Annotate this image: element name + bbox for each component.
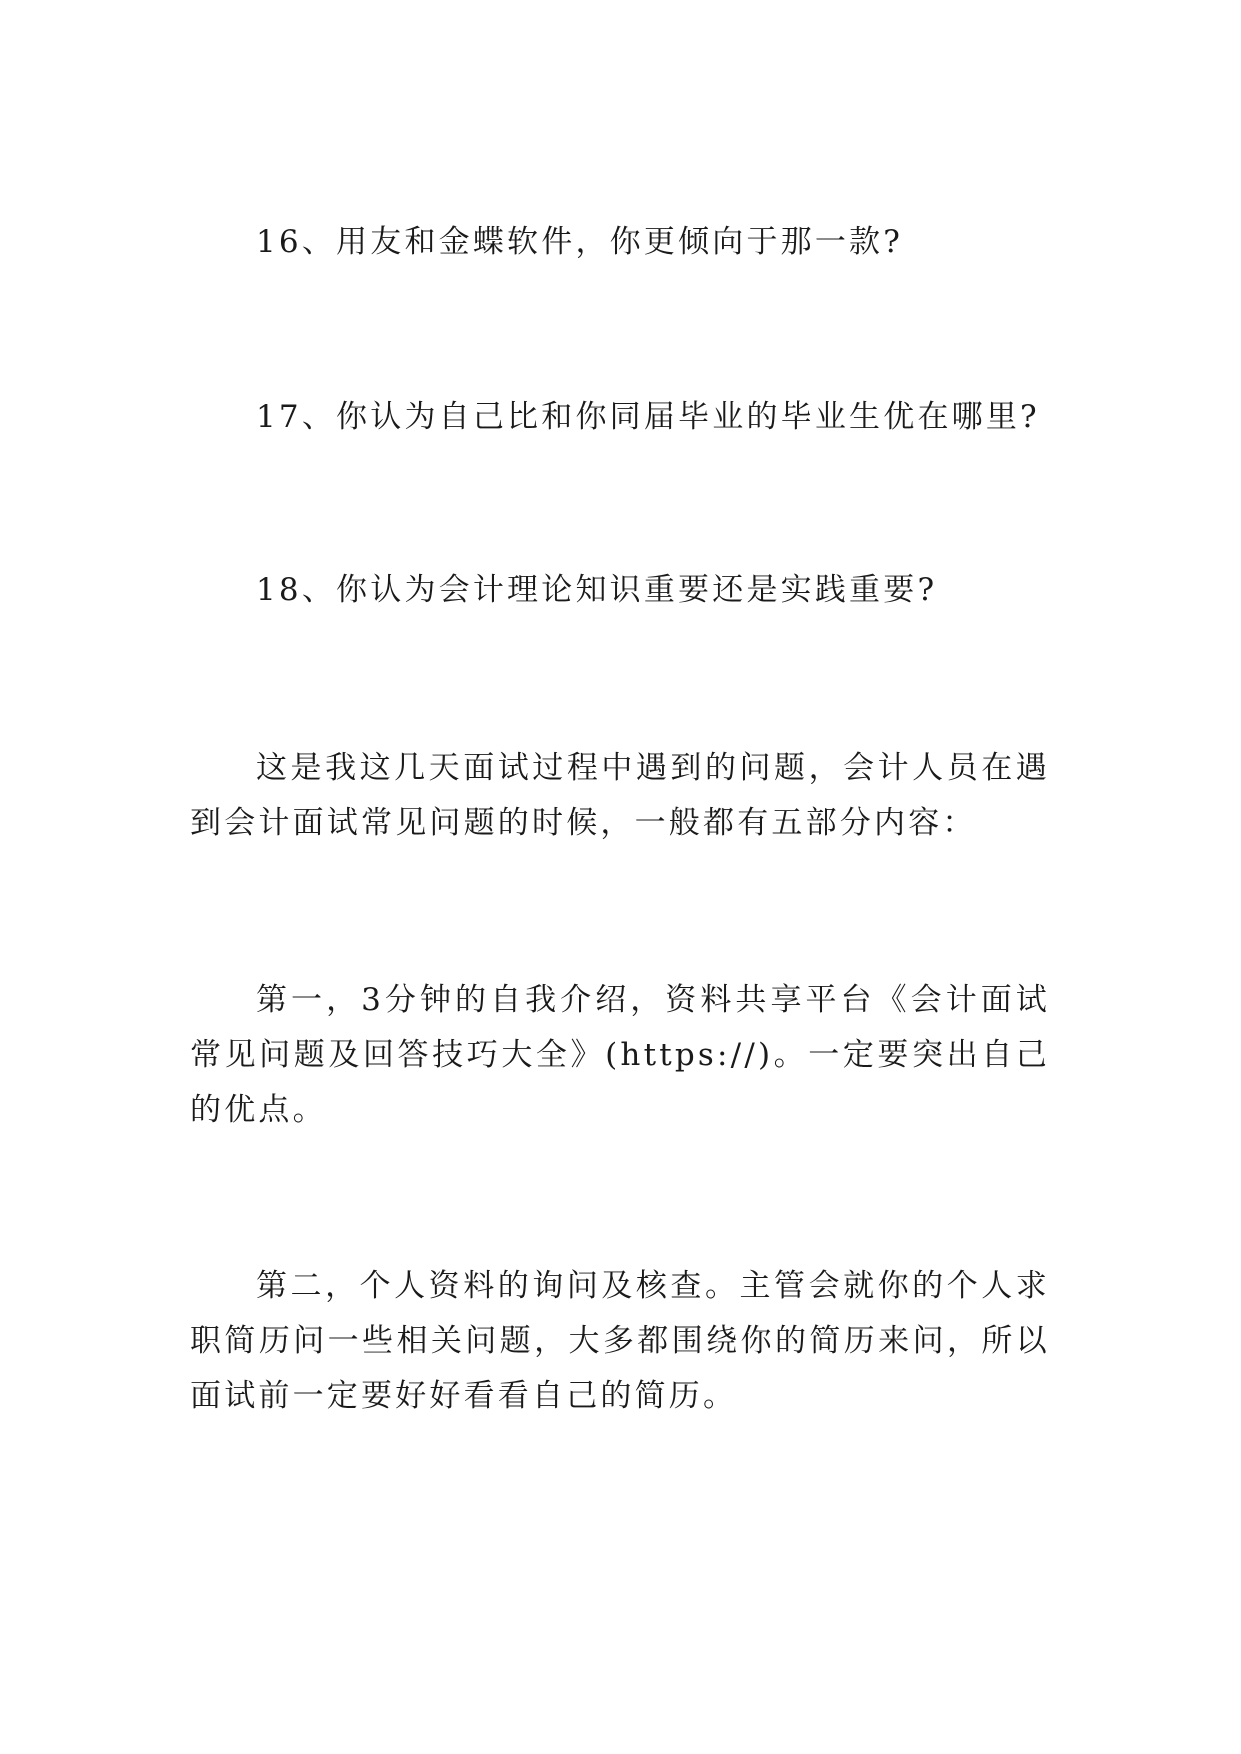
question-16: 16、用友和金蝶软件，你更倾向于那一款?: [256, 224, 904, 260]
question-17: 17、你认为自己比和你同届毕业的毕业生优在哪里?: [256, 399, 1040, 435]
part-two-paragraph: 第二，个人资料的询问及核查。主管会就你的个人求职简历问一些相关问题，大多都围绕你的简历来问，所以面试前一定要好好看看自己的简历。: [190, 1268, 1050, 1414]
intro-paragraph: 这是我这几天面试过程中遇到的问题，会计人员在遇到会计面试常见问题的时候，一般都有五部分内容：: [190, 750, 1050, 841]
part-one-paragraph: 第一，3分钟的自我介绍，资料共享平台《会计面试常见问题及回答技巧大全》(https://)。一定要突出自己的优点。: [190, 982, 1050, 1128]
question-18: 18、你认为会计理论知识重要还是实践重要?: [256, 572, 938, 608]
